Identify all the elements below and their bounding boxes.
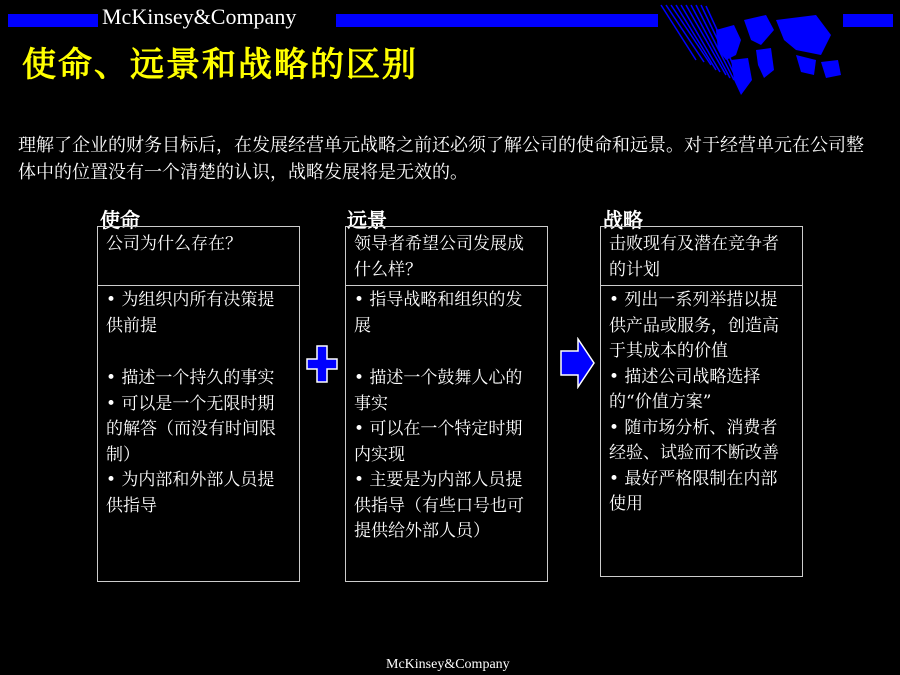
list-item: • 可以在一个特定时期内实现	[354, 419, 523, 465]
mission-list	[98, 286, 299, 519]
column-heading-vision: 远景	[347, 208, 387, 232]
footer-brand: McKinsey&Company	[386, 657, 510, 672]
column-heading-mission: 使命	[100, 208, 140, 232]
header-bar-left	[8, 14, 98, 27]
list-item: • 可以是一个无限时期的解答（而没有时间限制）	[106, 393, 276, 465]
list-item: • 主要是为内部人员提供指导（有些口号也可提供给外部人员）	[354, 470, 524, 541]
list-item: • 随市场分析、消费者经验、试验而不断改善	[609, 417, 779, 463]
mission-box	[97, 226, 300, 582]
header-bar-right	[843, 14, 893, 27]
plus-icon	[306, 345, 338, 383]
strategy-box	[600, 226, 803, 577]
list-item: • 描述一个持久的事实	[106, 368, 275, 388]
world-map-logo	[656, 0, 846, 100]
strategy-question: 击败现有及潜在竞争者的计划	[601, 227, 802, 286]
page-title: 使命、远景和战略的区别	[22, 45, 418, 85]
list-item: • 描述一个鼓舞人心的事实	[354, 368, 523, 414]
vision-list	[346, 286, 547, 545]
list-item: • 列出一系列举措以提供产品或服务，创造高于其成本的价值	[609, 290, 779, 361]
list-item: • 指导战略和组织的发展	[354, 290, 523, 336]
header-bar-middle	[336, 14, 658, 27]
list-item: • 为内部和外部人员提供指导	[106, 470, 275, 516]
intro-paragraph: 理解了企业的财务目标后，在发展经营单元战略之前还必须了解公司的使命和远景。对于经营单元在公司整体中的位置没有一个清楚的认识，战略发展将是无效的。	[18, 135, 864, 183]
list-item: • 为组织内所有决策提供前提	[106, 290, 275, 336]
vision-question: 领导者希望公司发展成什么样？	[346, 227, 547, 286]
brand-logo-text: McKinsey&Company	[102, 4, 297, 29]
list-item: • 最好严格限制在内部使用	[609, 468, 778, 514]
column-heading-strategy: 战略	[603, 208, 643, 232]
strategy-list	[601, 286, 802, 518]
list-item: • 描述公司战略选择的“价值方案”	[609, 366, 761, 412]
mission-question: 公司为什么存在？	[98, 227, 299, 286]
vision-box	[345, 226, 548, 582]
right-arrow-icon	[560, 337, 596, 389]
